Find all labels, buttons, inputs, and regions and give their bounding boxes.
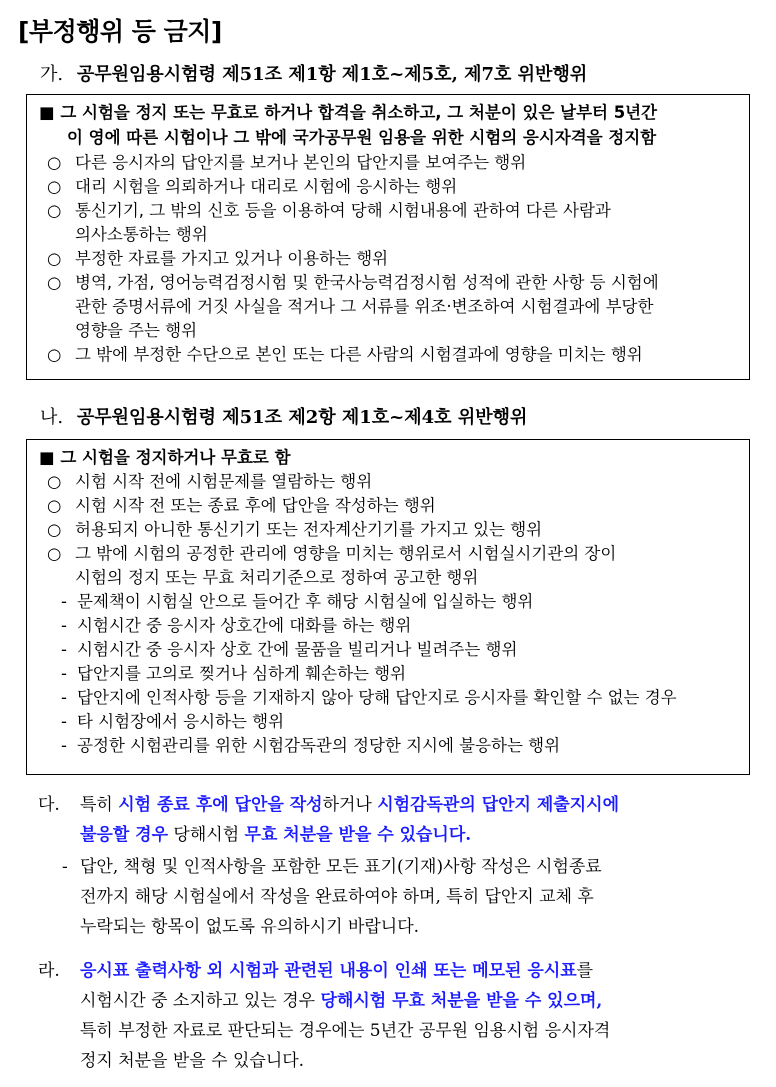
- circle-bullet-icon: ○: [47, 153, 62, 172]
- section-d-text: 를: [576, 961, 594, 981]
- section-c-text: 하거나: [322, 795, 378, 815]
- section-d-emphasis: 응시표 출력사항 외 시험과 관련된 내용이 인쇄 또는 메모된 응시표: [80, 961, 577, 981]
- section-d-line2: [80, 986, 602, 1016]
- list-item-text: 그 밖에 부정한 수단으로 본인 또는 다른 사람의 시험결과에 영향을 미치는 행위: [75, 345, 643, 364]
- dash-list-item-text: 문제책이 시험실 안으로 들어간 후 해당 시험실에 입실하는 행위: [77, 592, 534, 611]
- section-a-heading-text: 공무원임용시험령 제51조 제1항 제1호~제5호, 제7호 위반행위: [76, 64, 588, 85]
- section-b-lead: 나.: [40, 407, 64, 428]
- section-c-emphasis: 무효 처분을 받을 수 있습니다.: [244, 825, 472, 845]
- section-b-box: [26, 439, 750, 775]
- section-a-lead: 가.: [40, 64, 64, 85]
- section-d-text: 시험시간 중 소지하고 있는 경우: [80, 991, 321, 1011]
- section-c-line2: [80, 820, 471, 850]
- list-item-text: 의사소통하는 행위: [75, 225, 208, 244]
- dash-list-item-text: 시험시간 중 응시자 상호 간에 물품을 빌리거나 빌려주는 행위: [77, 640, 518, 659]
- circle-bullet-icon: ○: [47, 249, 62, 268]
- section-c-dash: -: [62, 857, 68, 877]
- dash-list-item-text: 타 시험장에서 응시하는 행위: [77, 712, 285, 731]
- list-item-text: 통신기기, 그 밖의 신호 등을 이용하여 당해 시험내용에 관하여 다른 사람과: [75, 201, 611, 220]
- section-d-line1: [80, 956, 593, 986]
- page-title: [부정행위 등 금지]: [18, 17, 222, 46]
- section-b-heading: [40, 403, 527, 429]
- section-b-heading-text: 공무원임용시험령 제51조 제2항 제1호~제4호 위반행위: [76, 407, 528, 428]
- dash-bullet: -: [61, 664, 67, 683]
- circle-bullet-icon: ○: [47, 544, 62, 563]
- section-d-emphasis: 당해시험 무효 처분을 받을 수 있으며,: [320, 991, 603, 1011]
- section-d-lead: 라.: [38, 961, 60, 981]
- section-d-line3: 특히 부정한 자료로 판단되는 경우에는 5년간 공무원 임용시험 응시자격: [80, 1021, 611, 1041]
- section-c-note: [38, 852, 758, 942]
- section-d-paragraph: [38, 956, 758, 1080]
- section-c-lead: 다.: [38, 795, 60, 815]
- section-a-box-title-line1: ■ 그 시험을 정지 또는 무효로 하거나 합격을 취소하고, 그 처분이 있은 날부터 5년간: [39, 103, 658, 122]
- circle-bullet-icon: ○: [47, 177, 62, 196]
- section-a-box-title-line2: 이 영에 따른 시험이나 그 밖에 국가공무원 임용을 위한 시험의 응시자격을 정지함: [67, 128, 657, 147]
- section-d-line4: 정지 처분을 받을 수 있습니다.: [80, 1051, 305, 1071]
- section-c-note-line: 전까지 해당 시험실에서 작성을 완료하여야 하며, 특히 답안지 교체 후: [80, 887, 594, 907]
- section-c-paragraph: [38, 790, 758, 852]
- list-item-text: 시험의 정지 또는 무효 처리기준으로 정하여 공고한 행위: [75, 568, 479, 587]
- list-item-text: 시험 시작 전 또는 종료 후에 답안을 작성하는 행위: [75, 496, 436, 515]
- section-c-text: 특히: [80, 795, 119, 815]
- section-b-box-title: ■ 그 시험을 정지하거나 무효로 함: [39, 448, 291, 467]
- list-item-text: 그 밖에 시험의 공정한 관리에 영향을 미치는 행위로서 시험실시기관의 장이: [75, 544, 617, 563]
- dash-list-item-text: 시험시간 중 응시자 상호간에 대화를 하는 행위: [77, 616, 412, 635]
- dash-bullet: -: [61, 640, 67, 659]
- list-item-text: 병역, 가점, 영어능력검정시험 및 한국사능력검정시험 성적에 관한 사항 등 시험에: [75, 273, 659, 292]
- list-item-text: 대리 시험을 의뢰하거나 대리로 시험에 응시하는 행위: [75, 177, 458, 196]
- circle-bullet-icon: ○: [47, 472, 62, 491]
- section-c-note-line: 누락되는 항목이 없도록 유의하시기 바랍니다.: [80, 917, 420, 937]
- section-c-line1: [80, 790, 619, 820]
- list-item-text: 허용되지 아니한 통신기기 또는 전자계산기기를 가지고 있는 행위: [75, 520, 543, 539]
- section-c-text: 당해시험: [168, 825, 245, 845]
- circle-bullet-icon: ○: [47, 496, 62, 515]
- dash-bullet: -: [61, 712, 67, 731]
- dash-list-item-text: 답안지에 인적사항 등을 기재하지 않아 당해 답안지로 응시자를 확인할 수 없는 경우: [77, 688, 677, 707]
- circle-bullet-icon: ○: [47, 201, 62, 220]
- section-c-emphasis: 시험감독관의 답안지 제출지시에: [377, 795, 619, 815]
- list-item-text: 부정한 자료를 가지고 있거나 이용하는 행위: [75, 249, 389, 268]
- section-c-emphasis: 시험 종료 후에 답안을 작성: [118, 795, 323, 815]
- section-c-emphasis: 불응할 경우: [80, 825, 169, 845]
- dash-bullet: -: [61, 688, 67, 707]
- circle-bullet-icon: ○: [47, 345, 62, 364]
- list-item-text: 다른 응시자의 답안지를 보거나 본인의 답안지를 보여주는 행위: [75, 153, 527, 172]
- section-c-note-line: 답안, 책형 및 인적사항을 포함한 모든 표기(기재)사항 작성은 시험종료: [80, 857, 602, 877]
- dash-bullet: -: [61, 616, 67, 635]
- section-a-box: [26, 94, 750, 380]
- list-item-text: 관한 증명서류에 거짓 사실을 적거나 그 서류를 위조·변조하여 시험결과에 부당한: [75, 297, 654, 316]
- section-a-heading: [40, 60, 587, 86]
- list-item-text: 시험 시작 전에 시험문제를 열람하는 행위: [75, 472, 373, 491]
- circle-bullet-icon: ○: [47, 273, 62, 292]
- list-item-text: 영향을 주는 행위: [75, 321, 198, 340]
- dash-bullet: -: [61, 592, 67, 611]
- dash-bullet: -: [61, 736, 67, 755]
- dash-list-item-text: 공정한 시험관리를 위한 시험감독관의 정당한 지시에 불응하는 행위: [77, 736, 561, 755]
- circle-bullet-icon: ○: [47, 520, 62, 539]
- dash-list-item-text: 답안지를 고의로 찢거나 심하게 훼손하는 행위: [77, 664, 407, 683]
